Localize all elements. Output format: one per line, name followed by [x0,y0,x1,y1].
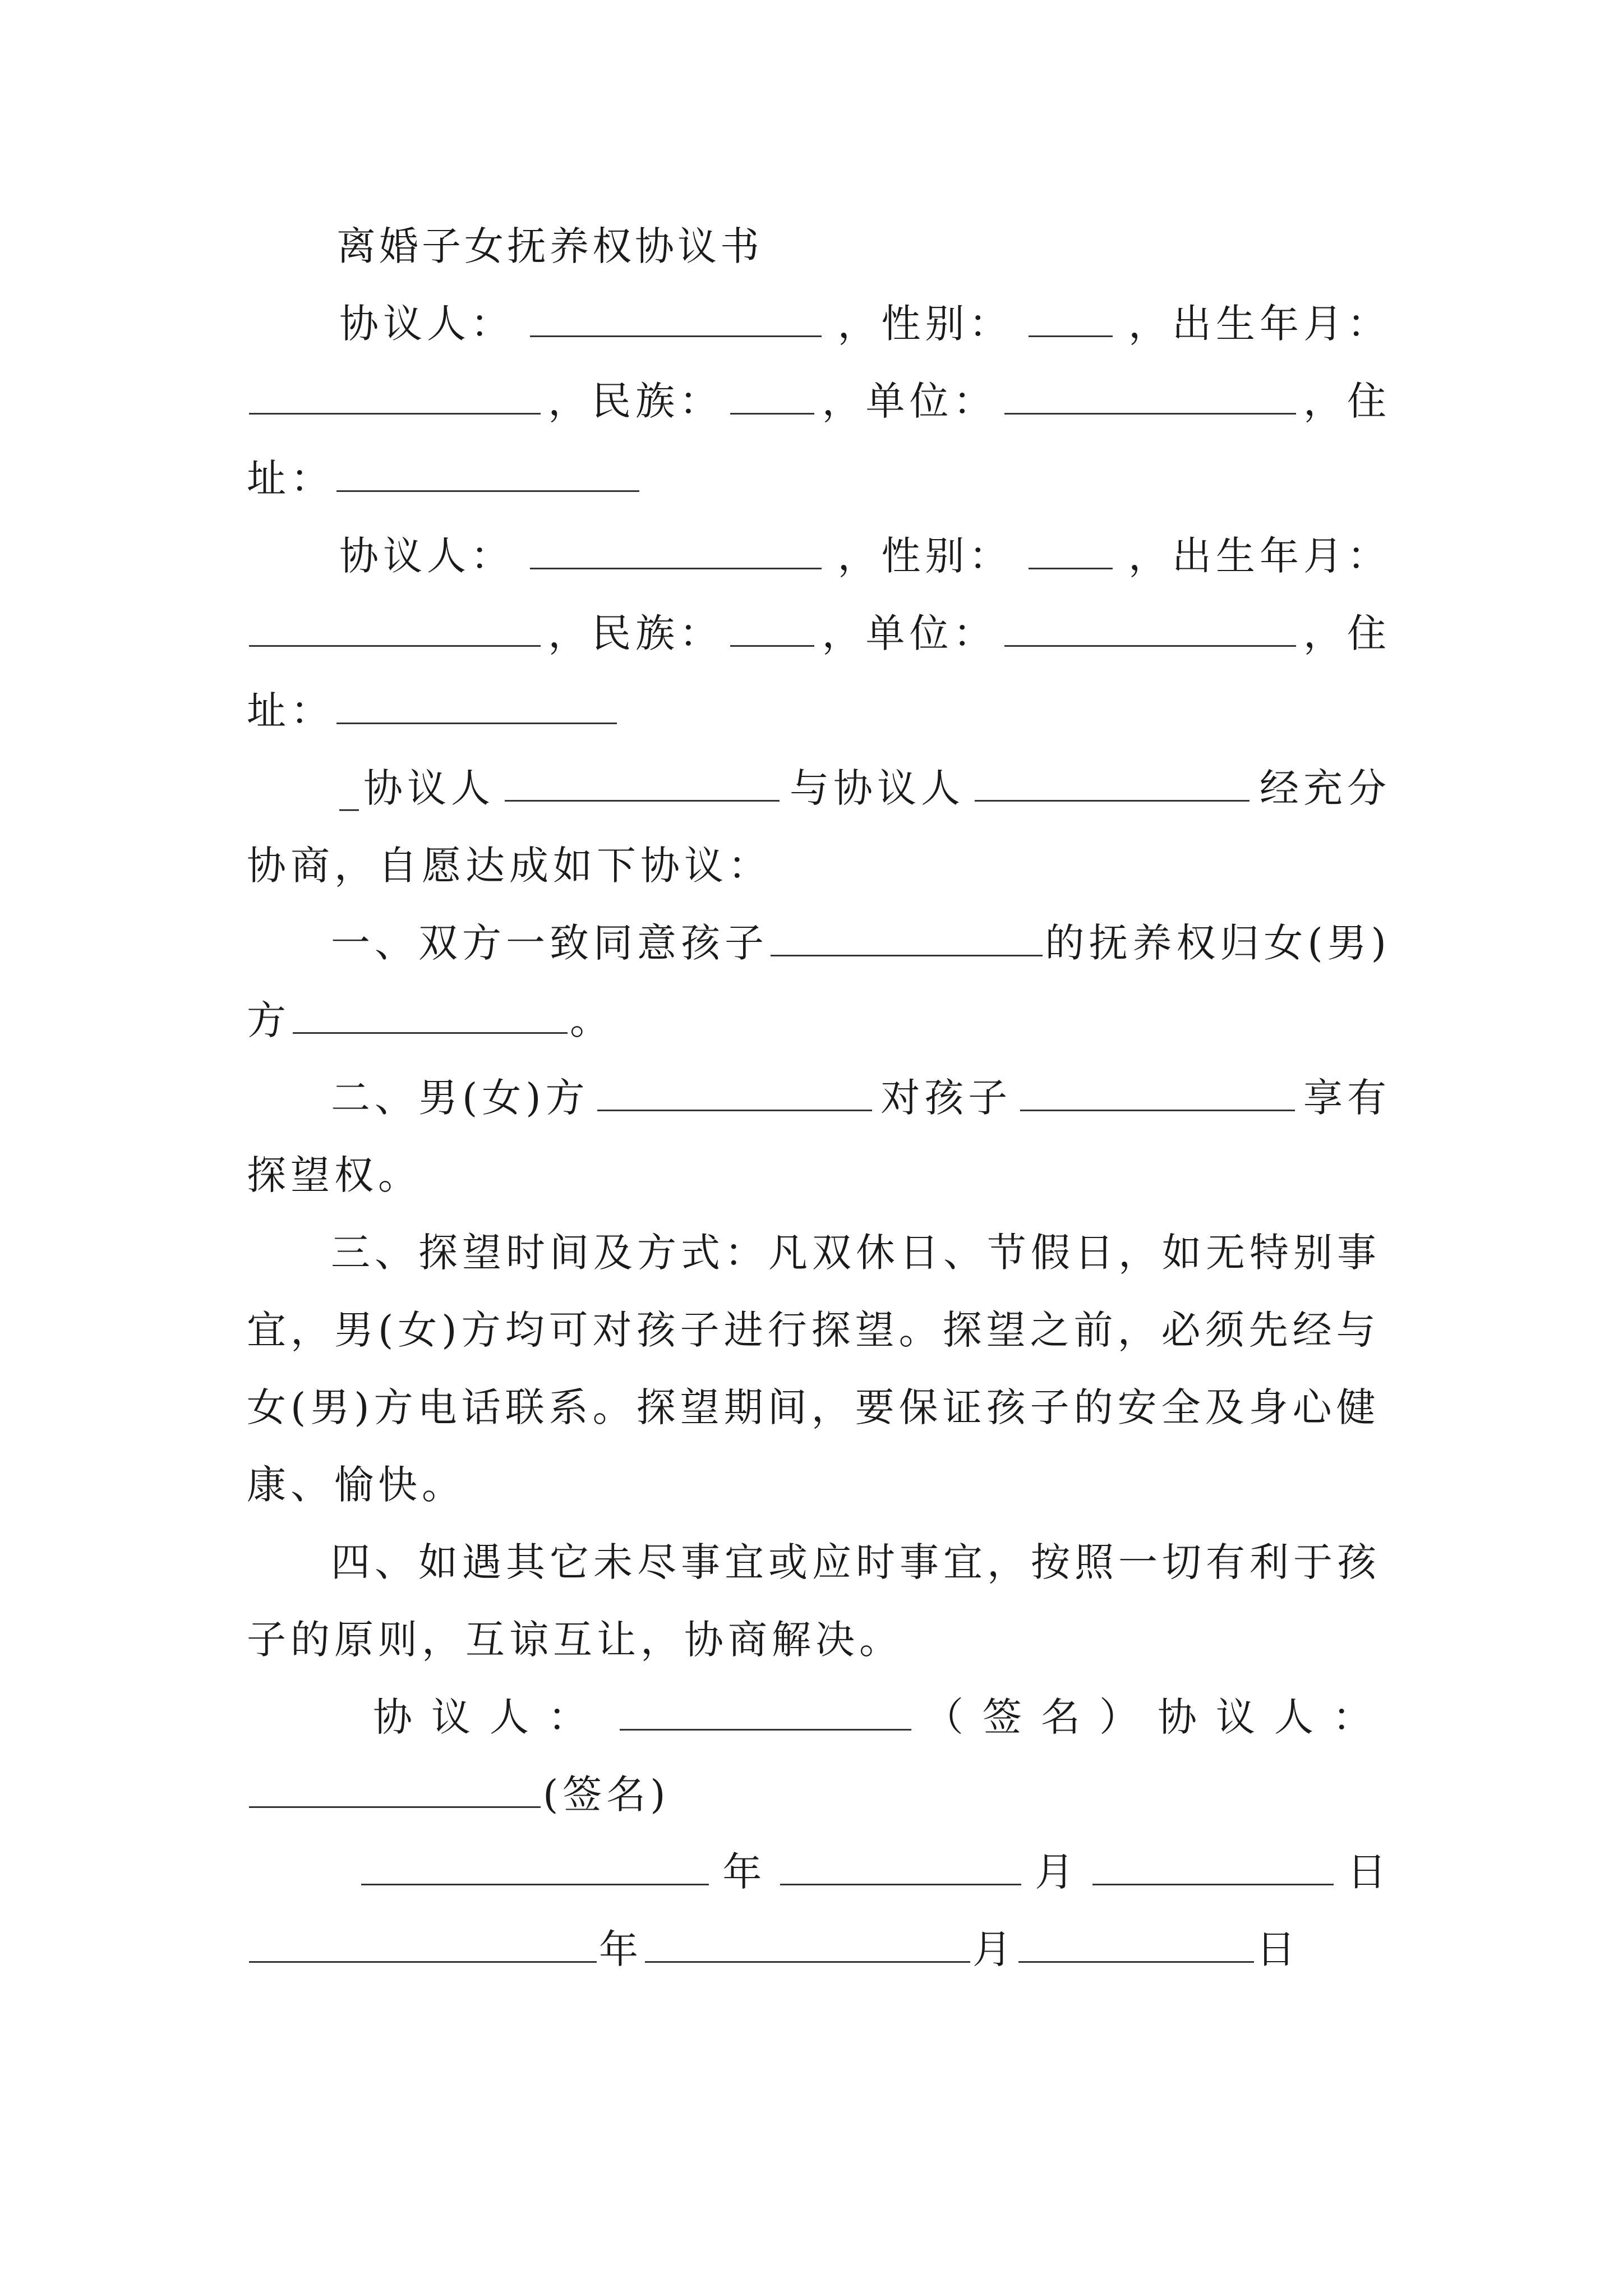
clause4-text-1: 四、如遇其它未尽事宜或应时事宜，按照一切有利于孩 [331,1539,1381,1585]
party1-ethnicity-blank[interactable] [730,374,814,415]
signature-line1 [247,1678,1391,1756]
clause4-line1 [247,1524,1391,1601]
date1-year-blank[interactable] [361,1844,709,1885]
date-line1 [247,1833,1391,1911]
clause1-text-a: 一、双方一致同意孩子 [331,920,768,966]
clause2-text-c: 享有 [1303,1075,1391,1121]
party1-unit-blank[interactable] [1004,374,1296,415]
clause2-parent-blank[interactable] [597,1070,872,1111]
party1-name-blank[interactable] [530,296,822,337]
date1-month-blank[interactable] [780,1844,1021,1885]
party2-name-blank[interactable] [530,528,822,569]
party1-ethnicity-label: ，民族： [548,378,723,424]
party2-ethnicity-blank[interactable] [730,606,814,647]
clause2-child-blank[interactable] [1020,1070,1295,1111]
party2-birth-label: ，出生年月： [1128,533,1391,579]
clause2-text-b: 对孩子 [880,1075,1012,1121]
party2-address-label-b: 址： [247,688,334,734]
intro-line2 [247,827,1391,904]
intro-party-b-blank[interactable] [975,761,1249,802]
intro-line1 [247,749,1391,827]
clause1-line1 [247,904,1391,982]
title-text: 离婚子女抚养权协议书 [336,223,763,269]
party1-gender-label: ，性别： [837,301,1013,347]
party2-birth-blank[interactable] [249,606,541,647]
clause3-line4 [247,1446,1391,1524]
clause1-text-c: 方 [247,997,291,1043]
party1-address-label-b: 址： [247,455,334,501]
party1-label: 协议人： [339,301,514,347]
clause3-text-3: 女(男)方电话联系。探望期间，要保证孩子的安全及身心健 [247,1384,1380,1430]
party2-ethnicity-label: ，民族： [548,610,723,656]
party1-gender-blank[interactable] [1029,296,1113,337]
date2-day-label: 日 [1256,1926,1300,1972]
clause3-text-4: 康、愉快。 [247,1462,465,1508]
clause2-text-d: 探望权。 [247,1152,422,1198]
date2-month-label: 月 [972,1926,1016,1972]
clause1-text-d: 。 [570,997,614,1043]
intro-agreement-text: 协商，自愿达成如下协议： [247,843,772,889]
date2-day-blank[interactable] [1018,1922,1254,1963]
party2-unit-label: ，单位： [822,610,997,656]
date1-year-label: 年 [722,1849,767,1895]
clause1-custodian-blank[interactable] [293,993,568,1034]
document-page [247,208,1391,1988]
party1-line3 [247,440,1391,517]
clause2-text-a: 二、男(女)方 [331,1075,589,1121]
clause3-line3 [247,1369,1391,1446]
signature-blank-b[interactable] [249,1767,541,1808]
signature-label-a: 协议人： [373,1694,606,1740]
date1-day-label: 日 [1347,1849,1391,1895]
clause3-text-2: 宜，男(女)方均可对孩子进行探望。探望之前，必须先经与 [247,1307,1380,1353]
clause4-line2 [247,1601,1391,1678]
party2-line1 [247,517,1391,595]
party1-line1 [247,285,1391,362]
clause2-line1 [247,1059,1391,1137]
date-line2 [247,1911,1391,1988]
clause3-text-1: 三、探望时间及方式：凡双休日、节假日，如无特别事 [331,1230,1381,1276]
signature-line2 [247,1756,1391,1833]
clause3-line2 [247,1291,1391,1369]
clause1-child-blank[interactable] [771,915,1043,956]
party1-birth-blank[interactable] [249,374,541,415]
signature-blank-a[interactable] [620,1690,911,1731]
party2-line2 [247,595,1391,672]
intro-party-a-label: _协议人 [339,765,495,811]
party1-address-blank[interactable] [336,451,639,492]
party2-address-label-a: ，住 [1303,610,1391,656]
date2-month-blank[interactable] [645,1922,970,1963]
signature-label-b: （签名）协议人： [924,1694,1391,1740]
clause1-line2 [247,982,1391,1059]
party1-address-label-a: ，住 [1303,378,1391,424]
clause3-line1 [247,1214,1391,1291]
party1-line2 [247,362,1391,440]
date2-year-blank[interactable] [249,1922,597,1963]
date2-year-label: 年 [599,1926,643,1972]
intro-party-a-blank[interactable] [505,761,780,802]
date1-day-blank[interactable] [1092,1844,1334,1885]
party1-birth-label: ，出生年月： [1128,301,1391,347]
party2-address-blank[interactable] [336,683,617,724]
party2-line3 [247,672,1391,749]
party2-label: 协议人： [339,533,514,579]
party2-unit-blank[interactable] [1004,606,1296,647]
clause1-text-b: 的抚养权归女(男) [1045,920,1391,966]
intro-consult-label: 经充分 [1260,765,1391,811]
clause2-line2 [247,1137,1391,1214]
document-title [247,208,1391,285]
party2-gender-blank[interactable] [1029,528,1113,569]
party2-gender-label: ，性别： [837,533,1013,579]
date1-month-label: 月 [1035,1849,1079,1895]
party1-unit-label: ，单位： [822,378,997,424]
clause4-text-2: 子的原则，互谅互让，协商解决。 [247,1617,903,1663]
signature-label-c: (签名) [543,1772,670,1818]
intro-party-b-label: 与协议人 [790,765,965,811]
